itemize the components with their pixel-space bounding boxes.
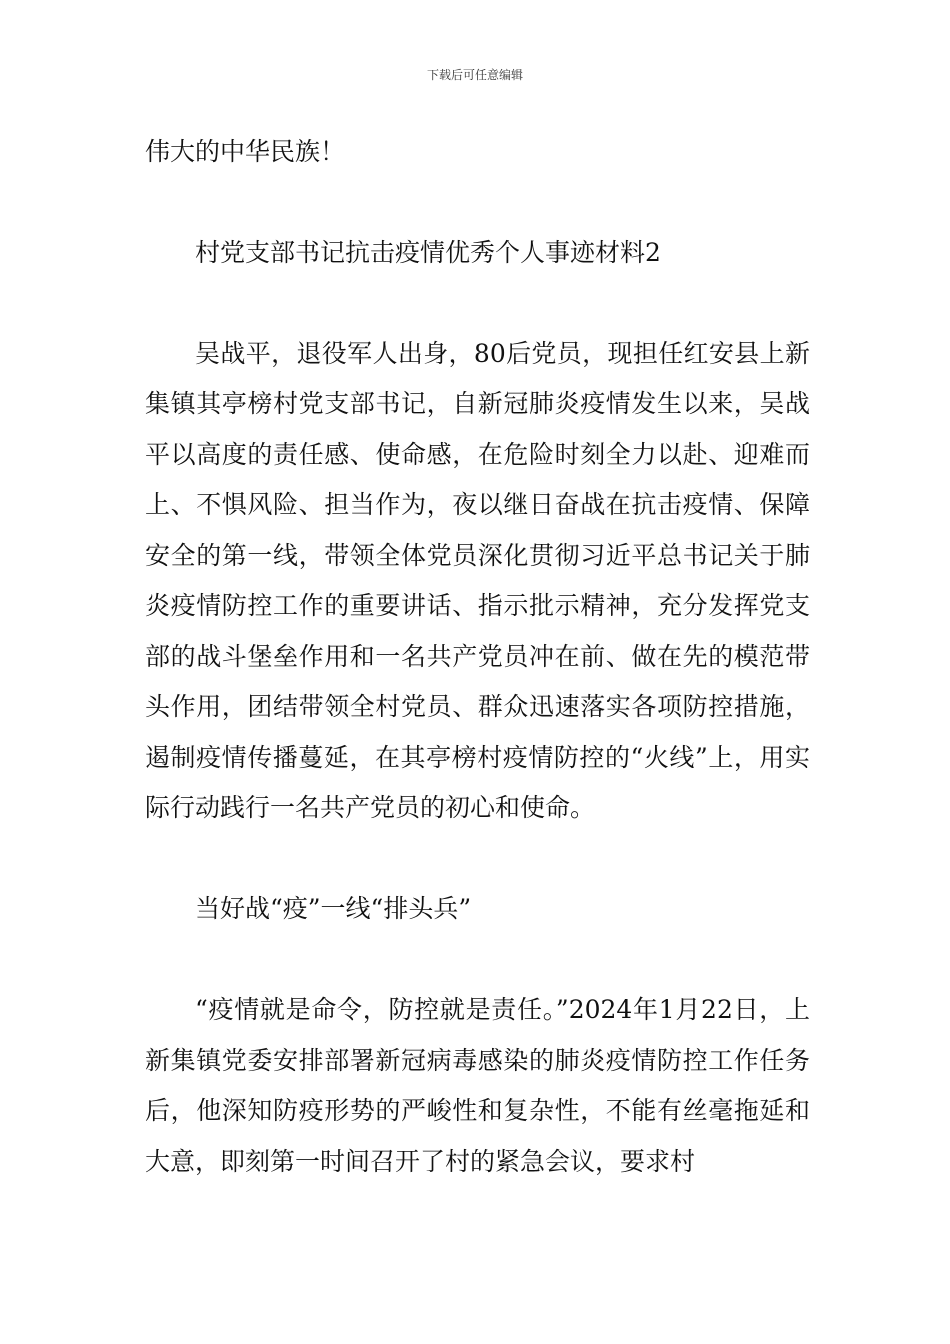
document-body — [145, 127, 810, 1187]
paragraph-2: “疫情就是命令，防控就是责任。”2024年1月22日，上新集镇党委安排部署新冠病毒感染的肺炎疫情防控工作任务后，他深知防疫形势的严峻性和复杂性，不能有丝毫拖延和大意，即刻第一时间召开了村的紧急会议，要求村 — [145, 995, 810, 1176]
header-note: 下载后可任意编辑 — [426, 68, 523, 82]
paragraph-1: 吴战平，退役军人出身，80后党员，现担任红安县上新集镇其亭榜村党支部书记，自新冠肺炎疫情发生以来，吴战平以高度的责任感、使命感，在危险时刻全力以赴、迎难而上、不惧风险、担当作为，夜以继日奋战在抗击疫情、保障安全的第一线，带领全体党员深化贯彻习近平总书记关于肺炎疫情防控工作的重要讲话、指示批示精神，充分发挥党支部的战斗堡垒作用和一名共产党员冲在前、做在先的模范带头作用，团结带领全村党员、群众迅速落实各项防控措施，遏制疫情传播蔓延，在其亭榜村疫情防控的“火线”上，用实际行动践行一名共产党员的初心和使命。 — [145, 338, 810, 822]
section-title: 村党支部书记抗击疫情优秀个人事迹材料2 — [195, 237, 661, 267]
subheading: 当好战“疫”一线“排头兵” — [195, 894, 472, 923]
closing-line: 伟大的中华民族！ — [145, 137, 346, 166]
